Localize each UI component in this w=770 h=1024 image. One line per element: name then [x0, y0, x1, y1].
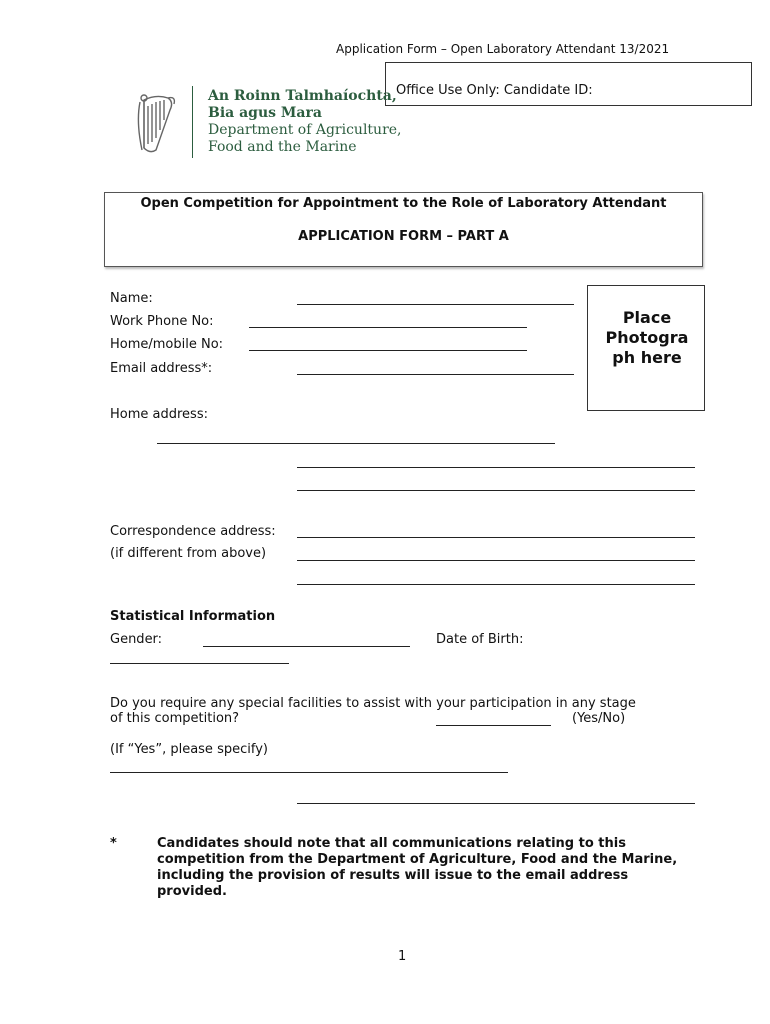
statistical-info-heading: Statistical Information — [110, 609, 276, 624]
photo-placeholder[interactable] — [587, 285, 705, 411]
email-communications-note: Candidates should note that all communications relating to this competition from the Department of Agriculture, Food and the Marine, including the provision of results will issue to the email address provided. — [157, 836, 678, 899]
work-phone-input-line[interactable] — [249, 327, 527, 328]
dob-label: Date of Birth: — [436, 632, 524, 647]
form-subheading: APPLICATION FORM – PART A — [298, 229, 509, 244]
department-logo-text — [208, 88, 402, 156]
home-address-label: Home address: — [110, 407, 208, 422]
form-heading: Open Competition for Appointment to the Role of Laboratory Attendant — [140, 196, 667, 211]
photo-placeholder-text: Place Photogra ph here — [605, 308, 689, 367]
harp-icon — [134, 92, 178, 156]
logo-irish-line2: Bia agus Mara — [208, 105, 322, 121]
form-title-box — [104, 192, 703, 267]
home-mobile-label: Home/mobile No: — [110, 337, 224, 352]
home-address-line-2[interactable] — [297, 467, 695, 468]
special-question-line2: of this competition? — [110, 711, 240, 726]
correspondence-note: (if different from above) — [110, 546, 267, 561]
correspondence-address-label: Correspondence address: — [110, 524, 276, 539]
logo-divider — [192, 86, 193, 158]
correspondence-address-line-1[interactable] — [297, 537, 695, 538]
office-use-box — [385, 62, 752, 106]
special-question-line1: Do you require any special facilities to assist with your participation in any stage — [110, 696, 636, 711]
dob-input-line[interactable] — [110, 663, 289, 664]
email-input-line[interactable] — [297, 374, 574, 375]
correspondence-address-line-3[interactable] — [297, 584, 695, 585]
special-facilities-answer-line[interactable] — [436, 725, 551, 726]
logo-irish-line1: An Roinn Talmhaíochta, — [208, 88, 397, 104]
logo-english-line1: Department of Agriculture, — [208, 122, 402, 138]
specify-label: (If “Yes”, please specify) — [110, 742, 268, 757]
specify-line-2[interactable] — [297, 803, 695, 804]
name-input-line[interactable] — [297, 304, 574, 305]
logo-english-line2: Food and the Marine — [208, 139, 357, 155]
page-number: 1 — [398, 949, 407, 964]
document-header-title: Application Form – Open Laboratory Attendant 13/2021 — [336, 42, 670, 56]
specify-line-1[interactable] — [110, 772, 508, 773]
name-label: Name: — [110, 291, 153, 306]
note-asterisk: * — [110, 836, 117, 851]
gender-label: Gender: — [110, 632, 163, 647]
gender-input-line[interactable] — [203, 646, 410, 647]
email-label: Email address*: — [110, 361, 213, 376]
yes-no-hint: (Yes/No) — [572, 711, 626, 726]
office-use-label: Office Use Only: Candidate ID: — [396, 83, 593, 98]
special-facilities-question — [110, 696, 636, 726]
home-mobile-input-line[interactable] — [249, 350, 527, 351]
work-phone-label: Work Phone No: — [110, 314, 214, 329]
home-address-line-3[interactable] — [297, 490, 695, 491]
home-address-line-1[interactable] — [157, 443, 555, 444]
correspondence-address-line-2[interactable] — [297, 560, 695, 561]
